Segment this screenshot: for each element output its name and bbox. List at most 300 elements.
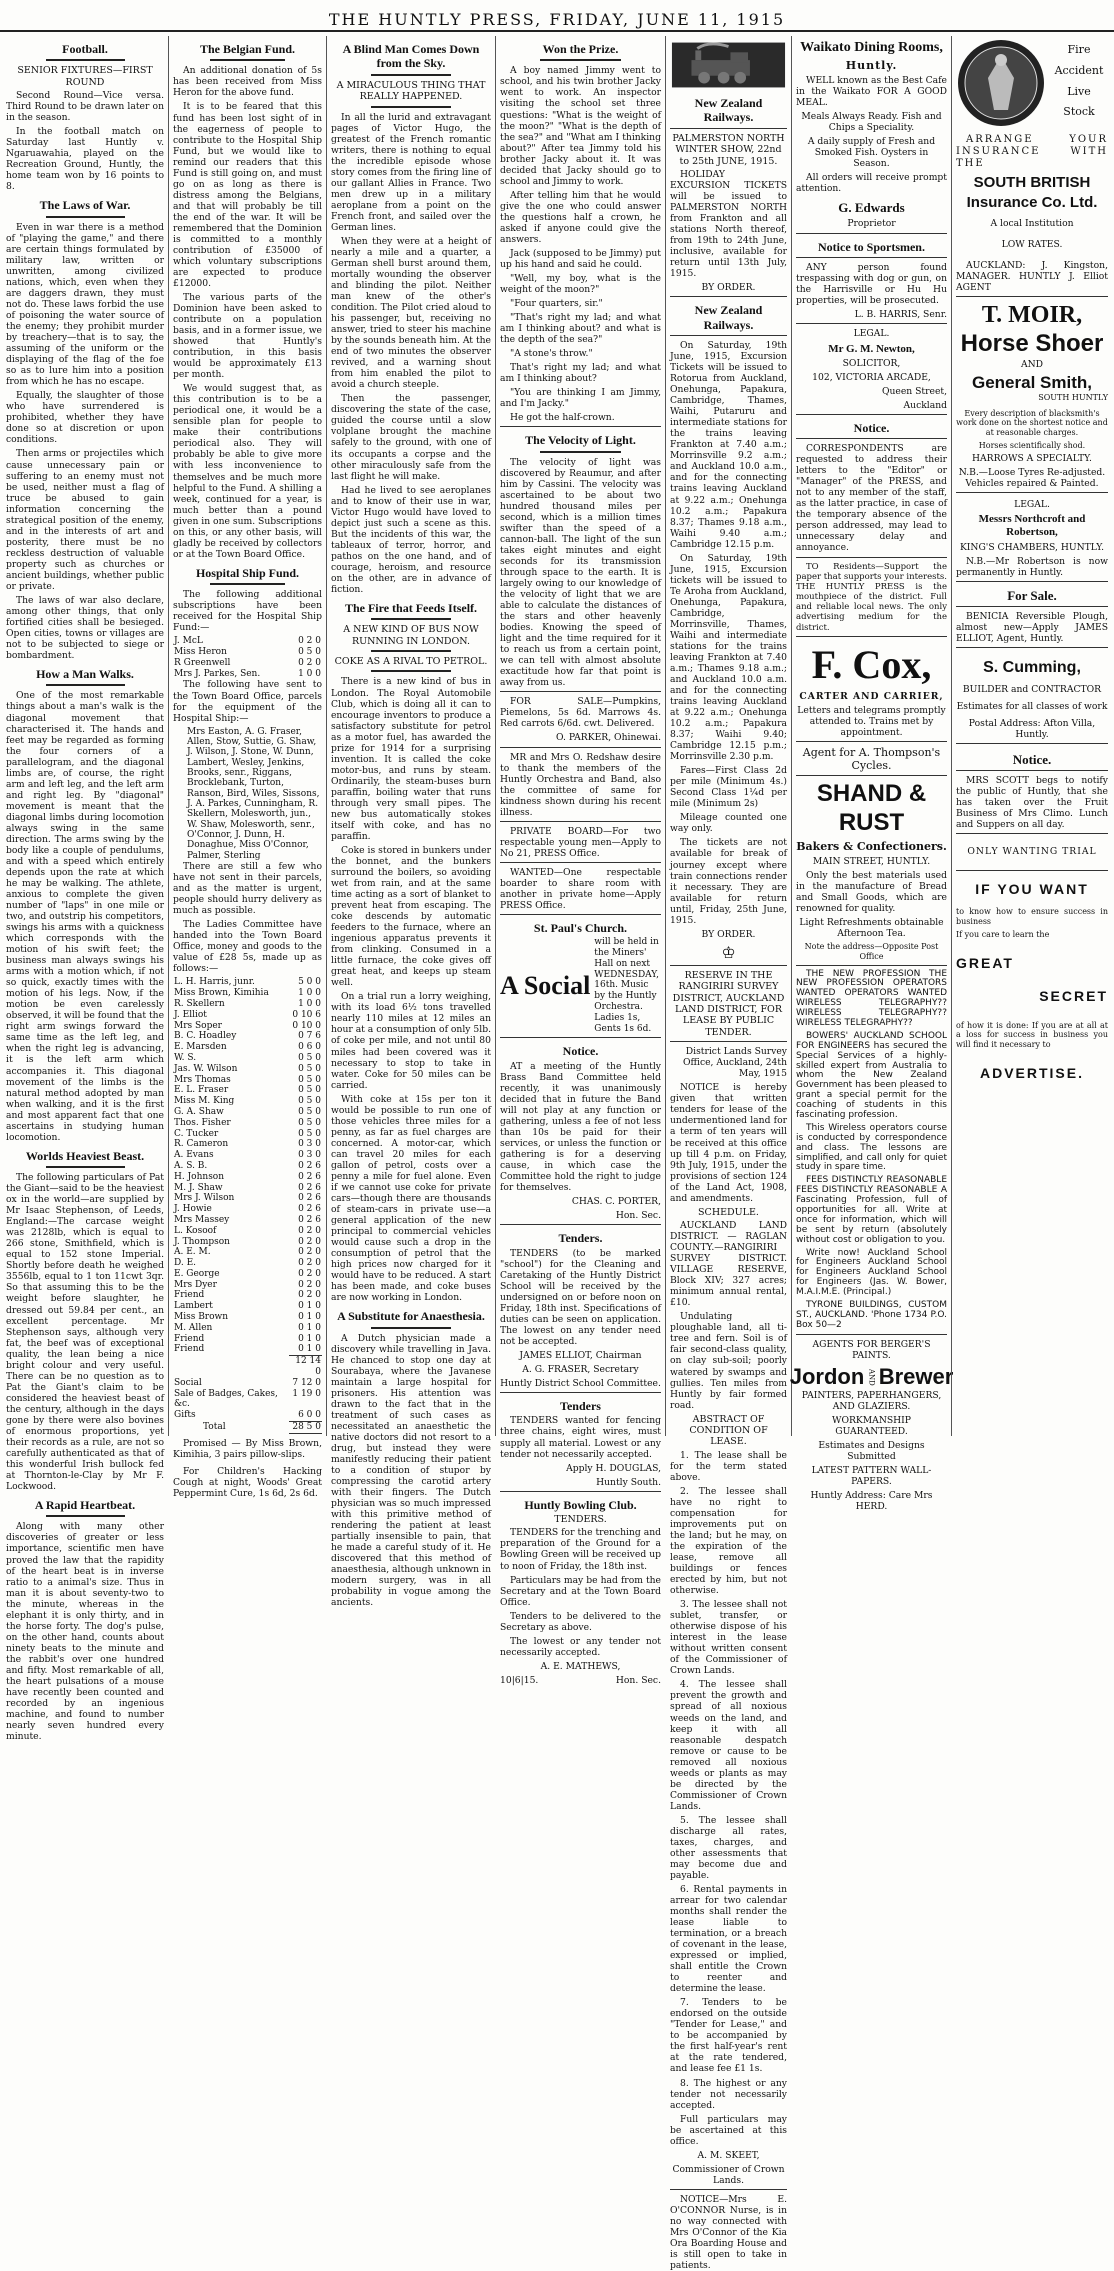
table-row: [173, 1344, 322, 1355]
table-row: [173, 999, 322, 1010]
rail2-p5: The tickets are not available for break of journey except where train connections render it necessary. They are available for return until, Friday, 25th June, 1915.: [670, 837, 787, 926]
newton-addr-1: 102, VICTORIA ARCADE,: [812, 371, 931, 383]
bowling-date: 10|6|15.: [500, 1674, 539, 1686]
masthead: THE HUNTLY PRESS, FRIDAY, JUNE 11, 1915: [0, 0, 1114, 32]
sale-label: Sale of Badges, Cakes, &c.: [174, 1388, 278, 1410]
reserve-office: District Lands Survey Office, Auckland, 24th May, 1915: [682, 1046, 787, 1080]
shand-role: Bakers & Confectioners.: [796, 839, 947, 853]
jordon-name-2: Brewer: [878, 1363, 954, 1389]
bowling-p1: TENDERS for the trenching and preparation of the Ground for a Bowling Green will be received up to noon of Friday, the 18th inst.: [500, 1527, 661, 1572]
belgian-p4: We would suggest that, as this contribution is to be a periodical one, it would be a sensible plan for people to make their contributions periodical also. They will probably be able to give more with less inconvenience to themselves and be much more helpful to the Fund. A shilling a week, continued for a year, is much better than a pound given in one sum. Subscriptions on this, or any other basis, will gladly be received by collectors or at the Town Board Office.: [173, 383, 323, 560]
waikato-p3: A daily supply of Fresh and Smoked Fish. Oysters in Season.: [807, 136, 936, 170]
ladies-name: A. Evans: [174, 1150, 214, 1161]
hospital-p2: The following have sent to the Town Board Office, parcels for the equipment of the Hospital Ship:—: [173, 679, 322, 724]
advert-4: If you care to learn the: [956, 929, 1050, 939]
wireless-p4: Write now! Auckland School for Engineers Auckland School for Engineers Auckland School for Engineers (Jas. W. Bower, M.A.I.M.E. (Principal.): [796, 1247, 947, 1298]
ladies-name: E. George: [174, 1268, 220, 1279]
total-amount: 28 5 0: [289, 1422, 322, 1434]
lease-2: 2. The lessee shall have no right to compensation for improvements put on the land; but he may, on the expiration of the lease, remove all buildings or fences erected by him, but not otherwise.: [670, 1485, 787, 1597]
ladies-amount: 0 2 6: [298, 1204, 321, 1215]
bowling-sig-1: A. E. MATHEWS,: [540, 1660, 621, 1672]
berger-heading: AGENTS FOR BERGER'S PAINTS.: [812, 1338, 931, 1361]
ladies-name: W. S.: [174, 1052, 197, 1063]
blind-title: A Blind Man Comes Down from the Sky.: [342, 42, 480, 71]
ladies-amount: 0 2 0: [298, 1258, 321, 1269]
prize-p1: A boy named Jimmy went to school, and his twin brother Jacky went to work. An inspector visiting the school set three questions: "What is the weight of the moon?" "What is the depth of the sea?" and "What am I thinking about?" After tea Jimmy told his brother Jacky about it. It was decided that Jacky should go to school and Jimmy to work.: [500, 65, 661, 187]
table-row: [173, 669, 322, 680]
ladies-amount: 0 2 0: [298, 1279, 321, 1290]
table-row: [173, 1422, 322, 1434]
war-p3: Then arms or projectiles which cause unnecessary pain or suffering to an enemy must not be used, neither must a flag of truce be abused to gain information concerning the strategical position of the enemy, and in the interests of art and posterity, there must be no reckless destruction of valuable property such as churches or ancient buildings, whether public or private.: [6, 448, 164, 592]
table-row: [173, 1075, 322, 1086]
railway-engine-illustration: [670, 40, 787, 90]
table-row: [173, 1172, 322, 1183]
rail2-title: New Zealand Railways.: [694, 303, 763, 332]
moir-p3: HARROWS A SPECIALTY.: [972, 453, 1092, 465]
prize-p4: "Well, my boy, what is the weight of the moon?": [500, 272, 661, 295]
nurse-ad: NOTICE—Mrs E. O'CONNOR Nurse, is in no way connected with Mrs O'Connor of the Kia Ora Boarding House and is still open to take in patients.: [670, 2193, 787, 2271]
ladies-name: B. C. Hoadley: [174, 1031, 237, 1042]
fire-accident-heading: Fire Accident Live Stock: [1054, 42, 1104, 119]
wireless-p3: FEES DISTINCTLY REASONABLE FEES DISTINCTLY REASONABLE A Fascinating Profession, full of opportunities for all. Write at once for information, which will be sent by return (absolutely without cost or obligation to you.: [796, 1175, 947, 1245]
bowling-sig-2: Hon. Sec.: [615, 1674, 661, 1686]
ladies-amount: 0 2 6: [298, 1160, 321, 1171]
northcroft-note: N.B.—Mr Robertson is now permanently in Huntly.: [956, 555, 1108, 578]
totals-table: [173, 1355, 322, 1434]
heart-title: A Rapid Heartbeat.: [34, 1498, 136, 1513]
sub-name: Mrs J. Parkes, Sen.: [174, 668, 261, 679]
column-3: [326, 36, 495, 1609]
ladies-amount: 0 3 0: [298, 1150, 321, 1161]
social-heading: A Social: [500, 971, 591, 1001]
fire-p1: There is a new kind of bus in London. The Royal Automobile Club, which is doing all it can to encourage inventors to produce a satisfactory substitute for petrol as a motor fuel, has awarded the prize for 1914 for a surprising invention. It is called the coke motor-bus, and runs by steam. Ordinarily, the steam-buses burn paraffin, boiling water that runs through very small pipes. The new bus automatically stokes itself with coke, and has no paraffin.: [331, 676, 491, 842]
table-row: [173, 1334, 322, 1345]
rail1-subtitle: PALMERSTON NORTH WINTER SHOW, 22nd to 25th JUNE, 1915.: [672, 132, 785, 167]
abstract-title: ABSTRACT OF CONDITION OF LEASE.: [689, 1413, 768, 1448]
advert-7: of how it is done: If you are at all at a loss for success in business you will find it necessary to: [956, 1020, 1108, 1049]
jordon-role: PAINTERS, PAPERHANGERS, AND GLAZIERS.: [801, 1390, 942, 1413]
legal-label-2: LEGAL.: [1014, 499, 1050, 511]
column-7: [951, 36, 1112, 1436]
insure-p3: LOW RATES.: [1001, 239, 1063, 251]
moir-name: T. MOIR,: [981, 302, 1083, 329]
ladies-name: E. L. Fraser: [174, 1085, 229, 1096]
ladies-name: R. Cameron: [174, 1139, 229, 1150]
tenders2-sig-2: Huntly South.: [596, 1476, 661, 1488]
belgian-p1: An additional donation of 5s has been received from Miss Heron for the above fund.: [173, 65, 322, 99]
belgian-p2: It is to be feared that this fund has been lost sight of in the eagerness of people to contribute to the Hospital Ship Fund, but we would like to remind our readers that this Fund is still going on, and must go on as long as there is distress among the Belgians, and that will probably be till the end of the war. It will be remembered that the Dominion is committed to a monthly contribution of £35000 of which voluntary subscriptions are expected to produce £12000.: [173, 101, 322, 289]
ladies-amount: 0 2 6: [298, 1214, 321, 1225]
ladies-amount: 0 2 0: [298, 1225, 321, 1236]
prize-p2: After telling him that he would give the one who could answer the questions half a crown, he asked if anyone could give the answers.: [500, 189, 661, 245]
table-row: [173, 1031, 322, 1042]
waikato-town: Huntly.: [845, 58, 898, 72]
gifts-amount: 6 0 0: [298, 1410, 321, 1421]
ladies-amount: 0 1 0: [298, 1344, 321, 1355]
bowling-subtitle: TENDERS.: [554, 1514, 607, 1526]
shand-addr: MAIN STREET, HUNTLY.: [812, 856, 931, 868]
table-row: [173, 1269, 322, 1280]
newton-addr-2: Queen Street,: [881, 385, 947, 397]
table-row: [173, 1301, 322, 1312]
table-row: [173, 1204, 322, 1215]
notice-p1: AT a meeting of the Huntly Brass Band Committee held recently, it was unanimously decided that in future the Band will not play at any function or gathering, unless a fee of not less than 10s be paid for their services, or unless the function or gathering is for a deserving cause, in which case the Committee hold the right to judge for themselves.: [500, 1060, 661, 1194]
advert-1: ONLY WANTING TRIAL: [967, 846, 1097, 858]
cumming-name: S. Cumming,: [983, 659, 1081, 677]
promised: Promised — By Miss Brown, Kimihia, 3 pairs pillow-slips.: [173, 1437, 322, 1460]
advert-6: SECRET: [1039, 987, 1108, 1004]
cumming-address: Postal Address: Afton Villa, Huntly.: [968, 717, 1096, 740]
ladies-amount: 0 7 6: [298, 1031, 321, 1042]
tenders-sig-1: JAMES ELLIOT, Chairman: [519, 1349, 642, 1361]
ladies-amount: 0 2 0: [298, 1290, 321, 1301]
table-row: [173, 1064, 322, 1075]
wanted-ad: WANTED—One respectable boarder to share room with another in private home—Apply PRESS Office.: [500, 866, 661, 911]
rail2-p3: Fares—First Class 2d per mile (Minimum 4s.) Second Class 1¼d per mile (Minimum 2s): [670, 765, 787, 810]
lease-3: 3. The lessee shall not sublet, transfer, or otherwise dispose of his interest in the lease without written consent of the Commissioner of Crown Lands.: [670, 1599, 787, 1677]
crown-icon: ♔: [721, 942, 736, 962]
table-row: [173, 1389, 322, 1411]
insure-agents: AUCKLAND: J. Kingston, MANAGER. HUNTLY J. Elliot AGENT: [956, 260, 1108, 294]
lease-8: 8. The highest or any tender not necessarily accepted.: [670, 2077, 787, 2111]
table-row: [173, 647, 322, 658]
moir-town: SOUTH HUNTLY: [1038, 393, 1108, 403]
insure-name-2: Insurance Co. Ltd.: [966, 194, 1098, 211]
ladies-name: Mrs Thomas: [174, 1074, 231, 1085]
ladies-name: J. Howie: [174, 1204, 212, 1215]
moir-p4: N.B.—Loose Tyres Re-adjusted. Vehicles repaired & Painted.: [958, 467, 1106, 490]
ladies-amount: 0 6 0: [298, 1042, 321, 1053]
ladies-name: Mrs Dyer: [174, 1279, 217, 1290]
ladies-name: Mrs Soper: [174, 1020, 222, 1031]
table-row: [173, 1356, 322, 1378]
moir-and: AND: [1020, 358, 1044, 370]
cox-agent: Agent for A. Thompson's Cycles.: [802, 745, 941, 773]
beast-p1: The following particulars of Pat the Giant—said to be the heaviest ox in the world—are supplied by Mr Isaac Stephenson, of Leeds, England:—The carcase weight was 2128lb, which is equal to 266 stone, Smithfield, which is equal to 152 stone Imperial. Shortly before death he weighed 3556lb, equal to 1 ton 11cwt 3qr. So that assuming this to be the weight before slaughter, he dressed out 59.84 per cent., an excellent percentage. Mr Stephenson says, although very fat, the beef was of exceptional quality, the lean being a nice bright colour and very useful. There can be no question as to Pat the Giant's claim to be considered the heaviest beast of the century, although in the days gone by there were also bovines of enormous proportions, yet their records as a rule, are not so carefully authenticated as that of this wonderful Irish bullock fed at Thornton-le-Clay by Mr F. Lockwood.: [6, 1172, 164, 1492]
football-title: Football.: [62, 42, 108, 56]
wireless-heading: THE NEW PROFESSION THE NEW PROFESSION OPERATORS WANTED OPERATORS WANTED WIRELESS TELEGRAPHY?? WIRELESS TELEGRAPHY?? WIRELESS TELEGRAPHY??: [796, 968, 947, 1028]
ladies-amount: 0 2 6: [298, 1193, 321, 1204]
hospital-p4: The Ladies Committee have handed into the Town Board Office, money and goods to the value of £28 5s, made up as follows:—: [173, 919, 322, 975]
column-2: [168, 36, 326, 1499]
belgian-p3: The various parts of the Dominion have been asked to contribute on a population basis, and in a former issue, we showed that Huntly's contribution, in this basis would be approximately £13 per month.: [173, 292, 322, 381]
moir-p1: Every description of blacksmith's work done on the shortest notice and at reasonable charges.: [956, 408, 1108, 437]
prize-title: Won the Prize.: [542, 42, 619, 56]
ladies-name: G. A. Shaw: [174, 1106, 224, 1117]
notice-p1: CORRESPONDENTS are requested to address their letters to the "Editor" or "Manager" of the PRESS, and not to any member of the staff, as the latter practice, in case of the temporary absence of the person addressed, may lead to unnecessary delay and annoyance.: [796, 443, 947, 554]
northcroft-name: Messrs Northcroft and Robertson,: [978, 513, 1086, 539]
locomotive-icon: [670, 40, 787, 90]
schedule-p2: Undulating ploughable land, all ti-tree and fern. Soil is of fair second-class quality, on clay sub-soil; poorly watered by swamps and gullies. Ten miles from Huntly by fair formed road.: [670, 1311, 787, 1411]
lease-4: 4. The lessee shall prevent the growth and spread of all noxious weeds on the land, and keep it with all reasonable despatch remove or cause to be removed all noxious weeds or plants as may be directed by the Commissioner of Crown Lands.: [670, 1679, 787, 1812]
walks-title: How a Man Walks.: [36, 667, 134, 682]
sub-amount: 0 2 0: [298, 636, 321, 647]
tenders2-sig-1: Apply H. DOUGLAS,: [566, 1462, 661, 1474]
ladies-name: E. Marsden: [174, 1042, 227, 1053]
gifts-label: Gifts: [174, 1410, 196, 1421]
table-row: [173, 636, 322, 647]
hospital-p1: The following additional subscriptions have been received for the Hospital Ship Fund:—: [173, 589, 322, 634]
table-row: [173, 988, 322, 999]
anaes-title: A Substitute for Anaesthesia.: [337, 1309, 485, 1324]
table-row: [173, 1096, 322, 1107]
blind-p3: Then the passenger, discovering the state of the case, guided the course until a slow volplane brought the machine safely to the ground, with one of its occupants a corpse and the other miraculously safe from the last flight he will make.: [331, 393, 491, 482]
table-row: [173, 1258, 322, 1269]
column-6: [789, 36, 954, 1513]
forsale-title: For Sale.: [1007, 587, 1057, 603]
board-ad: PRIVATE BOARD—For two respectable young men—Apply to No 21, PRESS Office.: [500, 825, 661, 859]
tenders-sig-3: Huntly District School Committee.: [500, 1378, 661, 1390]
ladies-name: L. Kosoof: [174, 1225, 217, 1236]
table-row: [173, 658, 322, 669]
shand-p1: Only the best materials used in the manufacture of Bread and Small Goods, which are renowned for quality.: [796, 870, 947, 915]
prize-p9: "You are thinking I am Jimmy, and I'm Jacky.": [500, 387, 661, 410]
sport-title: Notice to Sportsmen.: [818, 239, 925, 254]
sport-p1: ANY person found trespassing with dog or gun, on the Harrisville or Hu Hu properties, will be prosecuted.: [796, 262, 947, 307]
blind-p1: In all the lurid and extravagant pages of Victor Hugo, the greatest of the French romantic writers, there is nothing to equal the incredible episode whose story comes from the firing line of our gallant Allies in France. Two men drew up in a military aeroplane from a point on the French front, and sailed over the German lines.: [331, 111, 491, 233]
ladies-name: M. Allen: [174, 1322, 213, 1333]
shand-name: SHAND & RUST: [816, 780, 927, 837]
sale-amount: 1 19 0: [292, 1388, 321, 1399]
ladies-name: R. Skellern: [174, 998, 225, 1009]
wireless-p2: This Wireless operators course is conducted by correspondence and class. The lessons are simplified, and call only for quiet study in spare time.: [796, 1122, 947, 1173]
ladies-amount: 0 5 0: [298, 1085, 321, 1096]
advert-5: GREAT: [956, 955, 1014, 972]
social-ad: [500, 937, 661, 1034]
waikato-p2: Meals Always Ready. Fish and Chips a Speciality.: [801, 111, 942, 134]
lease-6: 6. Rental payments in arrear for two calendar months shall render the lease liable to termination, or a breach of covenant in the lease, expressed or implied, shall entitle the Crown to reenter and determine the lease.: [670, 1883, 787, 1995]
ladies-amount: 0 1 0: [298, 1333, 321, 1344]
jordon-and: AND: [867, 1368, 876, 1386]
shand-p2: Light Refreshments obtainable Afternoon Tea.: [799, 917, 944, 940]
insure-name-1: SOUTH BRITISH: [973, 174, 1091, 191]
ladies-name: Mrs J. Wilson: [174, 1193, 235, 1204]
football-p2: In the football match on Saturday last Huntly v. Ngaruawahia, played on the Recreation Ground, Huntly, the home team won by 16 points to 8.: [6, 126, 164, 193]
ladies-name: D. E.: [174, 1258, 197, 1269]
ladies-name: Mrs Massey: [174, 1214, 230, 1225]
jordon-p1: WORKMANSHIP GUARANTEED.: [832, 1415, 911, 1438]
lease-sig-1: A. M. SKEET,: [697, 2149, 760, 2161]
waikato-name: G. Edwards: [838, 200, 905, 216]
ladies-amount: 1 0 0: [298, 988, 321, 999]
notice-p1-2: MRS SCOTT begs to notify the public of Huntly, that she has taken over the Fruit Business of Mrs Climo. Lunch and Suppers on all day.: [956, 775, 1108, 831]
moir-role-2: General Smith,: [972, 372, 1092, 392]
fire-p2: Coke is stored in bunkers under the bonnet, and the bunkers surround the boilers, so avoiding wet from rain, and at the same time acting as a sort of blanket to prevent heat from escaping. The coke descends by automatic feeders to the furnace, where an ingenious apparatus prevents it from clinking. Consumed in a little furnace, the coke gives off great heat, and keeps up steam well.: [331, 844, 491, 989]
jordon-brewer-heading: [789, 1363, 954, 1390]
social-amount: 7 12 0: [292, 1377, 321, 1388]
football-subtitle: SENIOR FIXTURES—FIRST ROUND: [17, 65, 153, 88]
ladies-amount: 0 5 0: [298, 1128, 321, 1139]
tenders2-title: Tenders: [560, 1399, 601, 1414]
ladies-amount: 0 2 0: [298, 1247, 321, 1258]
fire-subtitle-2: COKE AS A RIVAL TO PETROL.: [334, 656, 488, 668]
blind-p2: When they were at a height of nearly a mile and a quarter, a German shell burst around them, mortally wounding the observer and blinding the pilot. Neither man knew of the other's condition. The Pilot cried aloud to his passenger, but, receiving no answer, tried to steer his machine by the sounds beneath him. At the end of two minutes the observer revived, and a warning shout from him enabled the pilot to avoid a church steeple.: [331, 235, 491, 391]
ladies-amount: 0 5 0: [298, 1063, 321, 1074]
jordon-p2: Estimates and Designs Submitted: [818, 1440, 925, 1463]
ladies-name: C. Tucker: [174, 1128, 219, 1139]
ladies-amount: 0 10 0: [292, 1020, 321, 1031]
table-row: [173, 1290, 322, 1301]
residents-notice: TO Residents—Support the paper that supports your interests. THE HUNTLY PRESS is the mouthpiece of the district. Full and reliable local news. The only advertising medium for the district.: [796, 561, 947, 633]
table-row: [173, 1237, 322, 1248]
hospital-p3: There are still a few who have not sent in their parcels, and as the matter is urgent, people should hurry delivery as much as possible.: [173, 861, 322, 917]
cox-p1: Letters and telegrams promptly attended to. Trains met by appointment.: [797, 704, 946, 738]
prize-p6: "That's right my lad; and what am I thinking about? and what is the depth of the sea?": [500, 312, 661, 346]
ladies-name: Friend: [174, 1344, 205, 1355]
ladies-amount: 0 1 0: [298, 1322, 321, 1333]
rail2-p1: On Saturday, 19th June, 1915, Excursion Tickets will be issued to Rotorua from Auckland, Onehunga, Papakura, Cambridge, Thames, Waihi, Putaruru and intermediate stations for the trains leaving Frankton at 7.40 a.m.; Morrinsville 9.2 a.m.; and Auckland 10.0 a.m., and for the connecting trains leaving Auckland at 9.22 a.m.; Onehunga 10.2 a.m.; Papakura 8.37; Thames 9.18 a.m., Waihi 9.40 a.m.; Cambridge 12.15 p.m.: [670, 340, 787, 550]
column-4: [495, 36, 665, 1686]
ladies-name: Thos. Fisher: [174, 1117, 231, 1128]
rail2-p2: On Saturday, 19th June, 1915, Excursion tickets will be issued to Te Aroha from Auckland, Onehunga, Papakura, Cambridge, Morrinsville, Thames, Waihi and intermediate stations for the trains leaving Frankton at 7.40 a.m.; Thames 9.18 a.m.; and Auckland 10.0 a.m. and for the connecting trains leaving Auckland at 9.22 a.m.; Onehunga 10.2 a.m.; Papakura 8.37; Waihi 9.40; Cambridge 12.15 p.m.; Morrinsville 2.30 p.m.: [670, 552, 787, 763]
table-row: [173, 1161, 322, 1172]
ladies-amount: 0 5 0: [298, 1106, 321, 1117]
subs-table: [173, 636, 322, 679]
ladies-amount: 0 10 6: [292, 1009, 321, 1020]
prize-p8: That's right my lad; and what am I thinking about?: [500, 362, 661, 385]
waikato-title: Waikato Dining Rooms,: [800, 40, 943, 55]
fire-p3: On a trial run a lorry weighing, with its load 6½ tons travelled nearly 110 miles at 12 miles an hour at a consumption of only 5lb. of coke per mile, and not until 80 miles had been covered was it necessary to stop to take in water. Coke for 50 miles can be carried.: [331, 991, 491, 1091]
fire-p4: With coke at 15s per ton it would be possible to run one of those vehicles three miles for a penny, as far as fuel charges are concerned. A motor-car, which can travel 20 miles for each gallon of petrol, costs over a penny a mile for fuel alone. Even if we cannot use coke for private cars—though there are thousands of steam-cars in private use—a general application of the new principal to commercial vehicles would cause such a drop in the consumption of petrol that the high prices now charged for it would have to be reduced. A start has been made, and coke buses are now working in London.: [331, 1093, 491, 1304]
cox-name: F. Cox,: [811, 641, 932, 687]
walks-p1: One of the most remarkable things about a man's walk is the diagonal movement that characterised it. The hands and feet may be regarded as forming the four corners of a parallelogram, and the diagonal limbs are, of course, the right arm and left leg, and the left arm and right leg. By "diagonal" movement is meant that the diagonal limbs during locomotion always swing in the same direction. The arms swing by the body like a couple of pendulums, and with a speed which entirely depends upon the rate at which he may be walking. The athlete, anxious to complete the given number of "laps" in one mile or two, and outstrip his competitors, swings his arms with a quickness which corresponds with the motion of his swift feet; the business man always swings his arms with a motion which, if not so quick, exactly times with the motion of his legs. Now, if the motion be even carelessly observed, it will be found that the right arm swings forward the same time as the left leg, and when the right leg is advancing, it is the left arm which accompanies it. This diagonal movement of the limbs is the natural method adopted by man when walking, and it is the first and most apparent fact that one ascertains in studying human locomotion.: [6, 690, 165, 1143]
advert-8: ADVERTISE.: [979, 1065, 1084, 1082]
lease-sig-2: Commissioner of Crown Lands.: [672, 2163, 785, 2186]
table-row: [173, 1118, 322, 1129]
rail1-p1: HOLIDAY EXCURSION TICKETS will be issued to PALMERSTON NORTH from Frankton and all stations North thereof, from 19th to 24th June, inclusive, available for return until 13th July, 1915.: [670, 168, 787, 280]
ladies-name: A. S. B.: [174, 1160, 208, 1171]
table-row: [173, 1226, 322, 1237]
rail2-p4: Mileage counted one way only.: [670, 812, 787, 835]
ladies-name: J. Thompson: [174, 1236, 230, 1247]
jordon-name-1: Jordon: [789, 1363, 865, 1389]
bowling-p3: Tenders to be delivered to the Secretary as above.: [500, 1610, 661, 1633]
jordon-p3: LATEST PATTERN WALL-PAPERS.: [811, 1465, 932, 1488]
table-row: [173, 1139, 322, 1150]
cumming-p1: Estimates for all classes of work: [956, 700, 1108, 712]
notice-title: Notice.: [853, 420, 890, 435]
table-row: [173, 1215, 322, 1226]
schedule-title: SCHEDULE.: [698, 1206, 759, 1218]
social-label: Social: [174, 1377, 202, 1388]
rail2-signature: BY ORDER.: [701, 928, 756, 940]
ladies-amount: 1 0 0: [298, 998, 321, 1009]
war-p1: Even in war there is a method of "playing the game," and there are certain things formulated by military law, written or unwritten, among civilized nations, which, even when they are daggers drawn, they must not do. These laws forbid the use of poisoning the water source of the enemy; they prohibit murder by treachery—that is to say, the assuming of the uniform or the displaying of the flag of the foe so as to lure him into a position from which he has no escape.: [6, 221, 164, 388]
column-5: [665, 36, 791, 2271]
prize-p7: "A stone's throw.": [510, 348, 593, 360]
insure-p2: A local Institution: [990, 218, 1074, 229]
lease-5: 5. The lessee shall discharge all rates, taxes, charges, and other assessments that may become due and payable.: [670, 1814, 787, 1881]
table-row: [173, 1010, 322, 1021]
social-text: will be held in the Miners' Hall on next WEDNESDAY, 16th. Music by the Huntly Orchestra. Ladies 1s, Gents 1s 6d.: [594, 937, 659, 1034]
rail1-signature: BY ORDER.: [701, 282, 756, 294]
shand-note: Note the address—Opposite Post Office: [804, 942, 939, 961]
table-row: [173, 1129, 322, 1140]
newton-role: SOLICITOR,: [842, 357, 901, 369]
prize-p10: He got the half-crown.: [510, 412, 615, 424]
table-row: [173, 1042, 322, 1053]
notice-sig-1: CHAS. C. PORTER,: [571, 1196, 661, 1208]
tenders-title: Tenders.: [558, 1231, 603, 1246]
bowling-p4: The lowest or any tender not necessarily accepted.: [500, 1635, 661, 1658]
ladies-name: Friend: [174, 1333, 205, 1344]
thanks-ad: MR and Mrs O. Redshaw desire to thank the members of the Huntly Orchestra and Band, also the committee of same for kindness shown during his recent illness.: [500, 751, 661, 818]
heart-p1: Along with many other discoveries of greater or less importance, scientific men have proved the law that the rapidity of the heart beat is in inverse ratio to a animal's size. Thus in man it is about seventy-two to the minute, whereas in the elephant it is only thirty, and in the horse forty. The dog's pulse, on the other hand, counts about ninety beats to the minute and the rabbit's over one hundred and fifty. Most remarkable of all, the heart pulsations of a mouse have recently been counted and recorded by an ingenious machine, and found to number nearly seven hundred every minute.: [6, 1521, 164, 1743]
war-p2: Equally, the slaughter of those who have surrendered is prohibited, whether they have done so at discretion or upon conditions.: [6, 390, 164, 446]
fire-title: The Fire that Feeds Itself.: [344, 600, 478, 615]
moir-role: Horse Shoer: [960, 329, 1104, 357]
table-row: [173, 977, 322, 988]
ladies-amount: 5 0 0: [298, 977, 321, 988]
ladies-name: A. E. M.: [174, 1247, 211, 1258]
subtotal: 12 14 0: [289, 1356, 322, 1378]
ladies-amount: 0 2 0: [298, 1268, 321, 1279]
table-row: [173, 1021, 322, 1032]
sport-signature: L. B. HARRIS, Senr.: [854, 309, 947, 321]
anaes-p1: A Dutch physician made a discovery while travelling in Java. He chanced to stop one day at Sourabaya, where the Javanese maintain a large hospital for prisoners. His attention was drawn to the fact that in the treatment of such cases as necessitated an anaesthetic the native doctors did not resort to a drug, but instead they were manifestly reducing their patient to a condition of stupor by compressing the carotid artery with their fingers. The Dutch physician was so much impressed with this primitive method of rendering the patient at least partially insensible to pain, that he made a careful study of it. He discovered that this method of anaesthesia, although unknown in modern surgery, was in all probability in vogue among the ancients.: [331, 1332, 491, 1609]
bowling-title: Huntly Bowling Club.: [524, 1497, 637, 1512]
sub-amount: 0 2 0: [298, 657, 321, 668]
table-row: [173, 1312, 322, 1323]
notice-sig-2: Hon. Sec.: [615, 1210, 661, 1222]
tenders-sig-2: A. G. FRASER, Secretary: [522, 1364, 639, 1375]
blind-p4: Had he lived to see aeroplanes and to know of their use in war, Victor Hugo would have loved to depict just such a scene as this. But the incidents of this war, the tableaux of terror, horror, and pathos on the one hand, and of courage, heroism, and resource on the other, are in advance of fiction.: [331, 484, 491, 595]
northcroft-addr: KING'S CHAMBERS, HUNTLY.: [959, 541, 1105, 553]
table-row: [173, 1193, 322, 1204]
beast-title: Worlds Heaviest Beast.: [25, 1148, 145, 1163]
waikato-p1: WELL known as the Best Cafe in the Waikato FOR A GOOD MEAL.: [796, 74, 947, 109]
south-british-seal-icon: [956, 38, 1046, 128]
ladies-amount: 0 1 0: [298, 1301, 321, 1312]
ladies-name: Friend: [174, 1290, 205, 1301]
ladies-amount: 0 5 0: [298, 1052, 321, 1063]
reserve-p1: NOTICE is hereby given that written tenders for lease of the undermentioned land for a term of ten years will be received at this office up till 4 p.m. on Friday, 9th July, 1915, under the provisions of section 124 of the Land Act, 1908, and amendments.: [670, 1082, 787, 1204]
fire-subtitle-1: A NEW KIND OF BUS NOW RUNNING IN LONDON.: [343, 624, 479, 647]
table-row: [173, 1410, 322, 1421]
war-title: The Laws of War.: [39, 198, 131, 213]
advert-2: IF YOU WANT: [975, 880, 1089, 897]
forsale-p1: BENICIA Reversible Plough, almost new—Apply JAMES ELLIOT, Agent, Huntly.: [956, 611, 1108, 645]
schedule-p1: AUCKLAND LAND DISTRICT. — RAGLAN COUNTY.—RANGIRIRI SURVEY DISTRICT. VILLAGE RESERVE, Block XIV; 327 acres; minimum annual rental, £10.: [670, 1220, 787, 1309]
parcel-names: Mrs Easton, A. G. Fraser, Allen, Stow, Suttie, G. Shaw, J. Wilson, J. Stone, W. Dunn, Lambert, Wesley, Jenkins, Brooks, senr., Riggans, Brocklebank, Turton, Ranson, Bird, Wiles, Sissons, J. A. Parkes, Cunningham, R. Skellern, Molesworth, jun., W. Shaw, Molesworth, senr., O'Connor, J. Dunn, H. Donaghue, Miss O'Connor, Palmer, Sterling: [187, 726, 320, 861]
insure-p1: ARRANGE YOUR INSURANCE WITH THE: [956, 134, 1108, 169]
war-p4: The laws of war also declare, among other things, that only fortified cities shall be besieged. Open cities, towns or villages are not to be subjected to siege or bombardment.: [6, 594, 164, 662]
ladies-name: Miss M. King: [174, 1096, 235, 1107]
ladies-table: [173, 977, 322, 1355]
legal-label: LEGAL.: [853, 328, 890, 340]
newton-addr-3: Auckland: [903, 399, 947, 411]
sub-amount: 0 5 0: [298, 647, 321, 658]
sub-amount: 1 0 0: [298, 668, 321, 679]
reserve-title: RESERVE IN THE RANGIRIRI SURVEY DISTRICT, AUCKLAND LAND DISTRICT, FOR LEASE BY PUBLIC TENDER.: [672, 969, 785, 1038]
waikato-p4: All orders will receive prompt attention.: [796, 172, 947, 195]
sub-name: J. McL: [174, 636, 203, 647]
ladies-name: Miss Brown: [174, 1312, 229, 1323]
table-row: [173, 1107, 322, 1118]
ladies-name: H. Johnson: [174, 1171, 225, 1182]
hospital-title: Hospital Ship Fund.: [195, 565, 300, 580]
ladies-amount: 0 5 0: [298, 1096, 321, 1107]
rail1-title: New Zealand Railways.: [694, 96, 763, 125]
ladies-amount: 0 2 0: [298, 1236, 321, 1247]
wireless-p1: BOWERS' AUCKLAND SCHOOL FOR ENGINEERS has secured the Special Services of a highly-skilled expert from Australia to whom the New Zealand Government has been pleased to grant a special permit for the coaching of students in this fascinating profession.: [796, 1030, 947, 1120]
ladies-name: L. H. Harris, junr.: [174, 977, 255, 988]
table-row: [173, 1085, 322, 1096]
children-cough: For Children's Hacking Cough at night, Woods' Great Peppermint Cure, 1s 6d, 2s 6d.: [173, 1465, 322, 1499]
light-p1: The velocity of light was discovered by Reaumur, and after him by Cassini. The velocity was ascertained to be about two hundred thousand miles per second, which is a million times swifter than the speed of a cannon-ball. The light of the sun takes eight minutes and eight seconds for its transmission through space to the earth. It is largely owing to our knowledge of the velocity of light that we are able to calculate the distances of the stars and other heavenly bodies. Knowing the speed of light and the time required for it to reach us from a certain point, we can tell with almost absolute exactitude how far that point is away from us.: [500, 456, 661, 689]
ladies-amount: 0 5 0: [298, 1117, 321, 1128]
belgian-title: The Belgian Fund.: [199, 42, 296, 56]
